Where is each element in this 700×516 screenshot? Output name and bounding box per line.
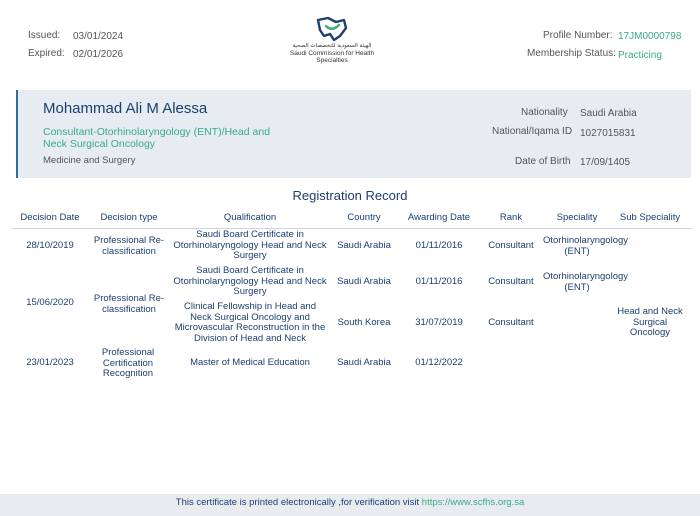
membership-status-label: Membership Status: <box>527 48 616 59</box>
person-title: Consultant-Otorhinolaryngology (ENT)/Head and Neck Surgical Oncology <box>43 126 271 150</box>
scfhs-logo <box>277 16 387 66</box>
column-header: Country <box>347 212 381 223</box>
decision-date: 28/10/2019 <box>26 240 74 251</box>
issued-date: 03/01/2024 <box>73 31 124 42</box>
qualification: Saudi Board Certificate in Otorhinolaryngology Head and Neck Surgery <box>173 229 327 261</box>
awarding-date: 01/11/2016 <box>415 276 463 287</box>
qualification: Clinical Fellowship in Head and Neck Surgical Oncology and Microvascular Reconstruction in the Division of Head and Neck <box>174 301 326 344</box>
speciality: Otorhinolaryngology (ENT) <box>543 271 629 293</box>
dob-value: 17/09/1405 <box>580 157 631 168</box>
decision-date: 15/06/2020 <box>26 297 74 308</box>
decision-type: Professional Re-classification <box>93 235 165 257</box>
awarding-date: 31/07/2019 <box>415 317 463 328</box>
org-name-arabic: الهيئة السعودية للتخصصات الصحية <box>292 43 372 49</box>
person-department: Medicine and Surgery <box>43 155 136 166</box>
sub-speciality: Head and Neck Surgical Oncology <box>617 306 683 338</box>
country: South Korea <box>337 317 391 328</box>
national-id-value: 1027015831 <box>580 128 636 139</box>
decision-date: 23/01/2023 <box>26 357 74 368</box>
column-header: Decision type <box>100 212 158 223</box>
profile-number-label: Profile Number: <box>543 30 613 41</box>
country: Saudi Arabia <box>337 240 391 251</box>
org-name-english: Saudi Commission for Health Specialties <box>289 50 375 64</box>
column-header: Speciality <box>556 212 598 223</box>
profile-number: 17JM0000798 <box>618 31 682 42</box>
expired-label: Expired: <box>28 48 65 59</box>
footer-note <box>0 497 700 508</box>
membership-status: Practicing <box>618 50 662 61</box>
awarding-date: 01/11/2016 <box>415 240 463 251</box>
national-id-label: National/Iqama ID <box>492 126 573 137</box>
nationality-label: Nationality <box>521 107 568 118</box>
rank: Consultant <box>488 276 534 287</box>
person-name: Mohammad Ali M Alessa <box>43 100 208 117</box>
footer-text: This certificate is printed electronically ,for verification visit <box>175 497 422 508</box>
rank: Consultant <box>488 317 534 328</box>
nationality-value: Saudi Arabia <box>580 108 637 119</box>
qualification: Saudi Board Certificate in Otorhinolaryngology Head and Neck Surgery <box>173 265 327 297</box>
dob-label: Date of Birth <box>515 156 571 167</box>
column-header: Decision Date <box>20 212 80 223</box>
verification-link[interactable]: https://www.scfhs.org.sa <box>421 497 525 508</box>
rank: Consultant <box>488 240 534 251</box>
column-header: Rank <box>499 212 523 223</box>
issued-label: Issued: <box>28 30 61 41</box>
column-header: Sub Speciality <box>619 212 681 223</box>
table-header <box>12 212 692 229</box>
column-header: Qualification <box>223 212 277 223</box>
decision-type: Professional Certification Recognition <box>101 347 155 379</box>
registration-record-title: Registration Record <box>292 188 408 203</box>
decision-type: Professional Re-classification <box>93 293 165 315</box>
column-header: Awarding Date <box>407 212 471 223</box>
qualification: Master of Medical Education <box>190 357 310 368</box>
country: Saudi Arabia <box>337 357 391 368</box>
country: Saudi Arabia <box>337 276 391 287</box>
expired-date: 02/01/2026 <box>73 49 124 60</box>
scfhs-logo-icon <box>312 16 352 42</box>
speciality: Otorhinolaryngology (ENT) <box>543 235 629 257</box>
awarding-date: 01/12/2022 <box>415 357 463 368</box>
